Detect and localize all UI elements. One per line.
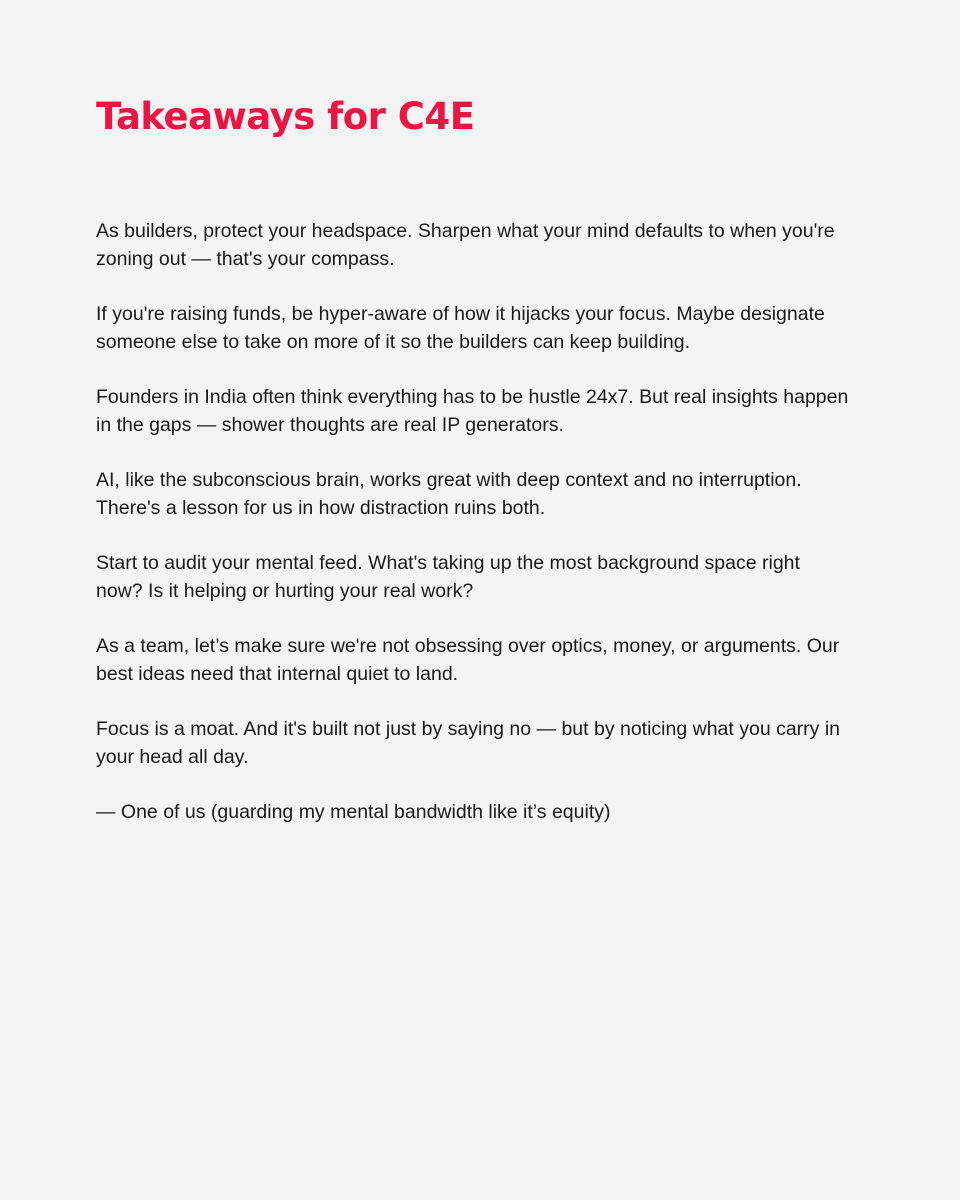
paragraph-line: someone else to take on more of it so the builders can keep building. xyxy=(96,331,691,353)
takeaway-paragraph-team-focus xyxy=(96,632,886,688)
takeaway-paragraph-protect-headspace xyxy=(96,217,886,273)
page-title: Takeaways for C4E xyxy=(96,95,475,138)
paragraph-line: AI, like the subconscious brain, works great with deep context and no interruption. xyxy=(96,469,802,491)
paragraph-line: in the gaps — shower thoughts are real IP generators. xyxy=(96,414,564,436)
paragraph-line: now? Is it helping or hurting your real work? xyxy=(96,580,474,602)
takeaway-paragraph-raising-funds xyxy=(96,300,886,356)
paragraph-line: Start to audit your mental feed. What's taking up the most background space right xyxy=(96,552,800,574)
paragraph-line: best ideas need that internal quiet to land. xyxy=(96,663,459,685)
signoff-line xyxy=(96,798,886,826)
paragraph-line: Focus is a moat. And it's built not just by saying no — but by noticing what you carry in xyxy=(96,718,841,740)
paragraph-line: As builders, protect your headspace. Sharpen what your mind defaults to when you're xyxy=(96,220,835,242)
takeaways-body xyxy=(96,217,886,853)
paragraph-line: Founders in India often think everything has to be hustle 24x7. But real insights happen xyxy=(96,386,849,408)
paragraph-line: — One of us (guarding my mental bandwidth like it’s equity) xyxy=(96,801,611,823)
paragraph-line: If you're raising funds, be hyper-aware of how it hijacks your focus. Maybe designate xyxy=(96,303,825,325)
paragraph-line: zoning out — that's your compass. xyxy=(96,248,395,270)
paragraph-line: As a team, let’s make sure we're not obsessing over optics, money, or arguments. Our xyxy=(96,635,840,657)
takeaway-paragraph-founders-india xyxy=(96,383,886,439)
takeaway-paragraph-audit-mental-feed xyxy=(96,549,886,605)
paragraph-line: your head all day. xyxy=(96,746,249,768)
paragraph-line: There's a lesson for us in how distraction ruins both. xyxy=(96,497,546,519)
takeaway-paragraph-focus-moat xyxy=(96,715,886,771)
takeaway-paragraph-ai-subconscious xyxy=(96,466,886,522)
